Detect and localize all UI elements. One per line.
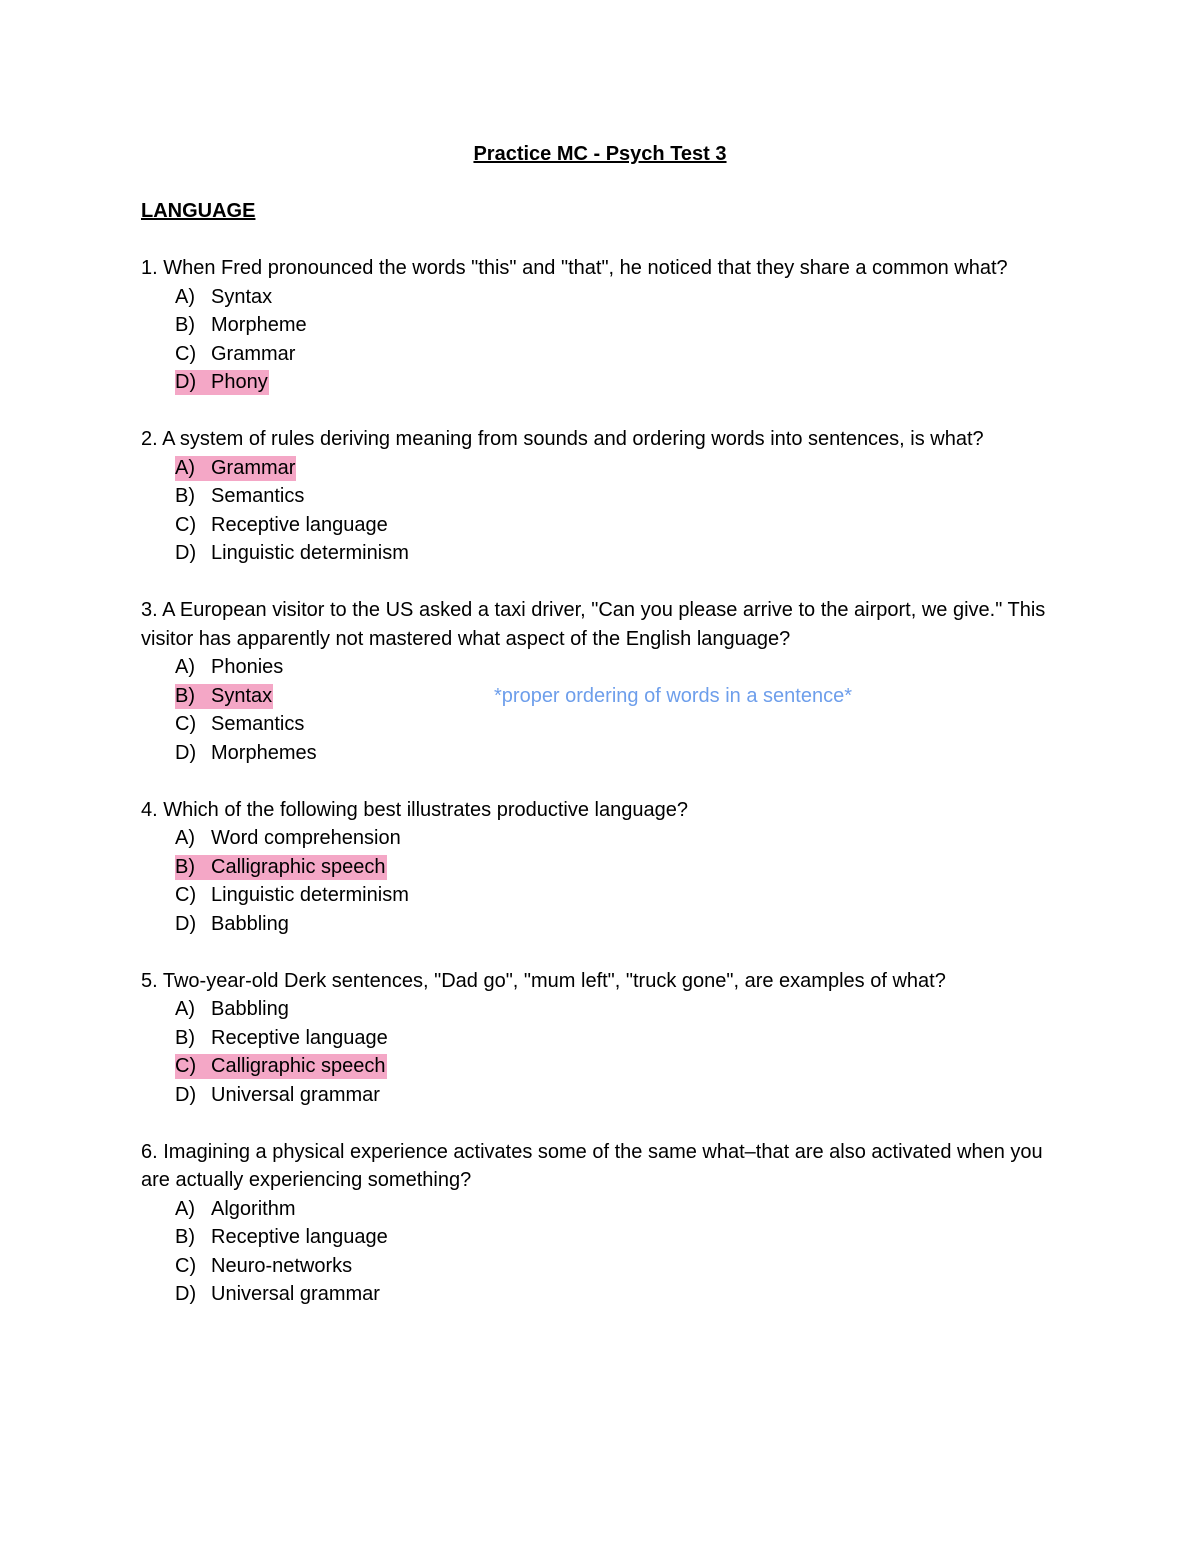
option-letter: D) [175,1283,197,1305]
question-stem: 6. Imagining a physical experience activates some of the same what–that are also activated when you are actually experiencing something? [141,1140,1043,1191]
option-letter: A) [175,656,195,678]
option-list [141,824,1061,938]
option-text: Universal grammar [211,1283,380,1305]
option-c [141,340,1061,369]
option-text: Algorithm [211,1197,296,1220]
option-letter: C) [175,884,197,906]
option-letter: C) [175,1254,197,1277]
question-2 [141,425,1061,568]
option-text: Universal grammar [211,1083,380,1106]
option-letter: D) [175,371,197,393]
option-text: Word comprehension [211,827,401,849]
option-b [141,682,1061,711]
option-text: Babbling [211,998,289,1020]
option-text: Linguistic determinism [211,884,409,906]
option-d [141,368,1061,397]
option-letter: B) [175,855,195,878]
option-letter: A) [175,998,195,1020]
option-d [141,739,1061,768]
option-letter: D) [175,741,197,764]
option-text: Morpheme [211,314,307,336]
option-letter: B) [175,1226,195,1248]
option-b [141,1223,1061,1252]
option-letter: A) [175,285,195,308]
question-1 [141,254,1061,397]
document-title: Practice MC - Psych Test 3 [473,143,727,165]
option-c [141,1252,1061,1281]
option-list [141,1195,1061,1309]
option-letter: B) [175,684,195,707]
option-letter: C) [175,342,197,365]
option-text: Syntax [211,285,273,308]
question-3 [141,596,1061,767]
option-list [141,283,1061,397]
option-letter: A) [175,456,195,479]
option-letter: A) [175,1197,195,1220]
option-text: Linguistic determinism [211,542,409,564]
option-text: Calligraphic speech [211,1055,386,1077]
option-letter: B) [175,1026,195,1049]
option-text: Phony [211,371,268,393]
option-text: Receptive language [211,1226,388,1248]
option-letter: C) [175,1055,197,1077]
option-letter: B) [175,485,195,507]
option-text: Syntax [211,684,273,707]
question-stem: 2. A system of rules deriving meaning from sounds and ordering words into sentences, is what? [141,428,984,450]
question-list [141,254,1061,1337]
option-d [141,1280,1061,1309]
question-stem: 1. When Fred pronounced the words "this" and "that", he noticed that they share a common what? [141,257,1008,279]
option-a [141,283,1061,312]
option-text: Grammar [211,342,296,365]
option-a [141,824,1061,853]
option-text: Semantics [211,485,305,507]
option-b [141,1024,1061,1053]
question-stem: 3. A European visitor to the US asked a taxi driver, "Can you please arrive to the airport, we give." This visitor has apparently not mastered what aspect of the English language? [141,599,1046,650]
section-heading: LANGUAGE [141,200,256,222]
option-a [141,995,1061,1024]
option-text: Babbling [211,912,289,935]
option-d [141,910,1061,939]
option-list [141,995,1061,1109]
option-text: Grammar [211,456,296,479]
option-letter: D) [175,912,197,935]
question-5 [141,967,1061,1110]
option-c [141,1052,1061,1081]
option-list [141,653,1061,767]
option-d [141,539,1061,568]
option-letter: A) [175,827,195,849]
option-d [141,1081,1061,1110]
option-letter: C) [175,513,197,536]
question-stem: 4. Which of the following best illustrates productive language? [141,798,688,821]
option-text: Morphemes [211,741,317,764]
option-text: Receptive language [211,1026,388,1049]
option-c [141,710,1061,739]
option-b [141,853,1061,882]
option-letter: D) [175,1083,197,1106]
question-stem: 5. Two-year-old Derk sentences, "Dad go", "mum left", "truck gone", are examples of what? [141,969,946,992]
option-c [141,881,1061,910]
option-text: Calligraphic speech [211,855,386,878]
option-letter: C) [175,713,197,735]
option-a [141,454,1061,483]
option-text: Receptive language [211,513,388,536]
option-list [141,454,1061,568]
option-a [141,1195,1061,1224]
question-4 [141,796,1061,939]
answer-note: *proper ordering of words in a sentence* [494,684,852,707]
option-text: Semantics [211,713,305,735]
option-text: Phonies [211,656,284,678]
option-b [141,311,1061,340]
question-6 [141,1138,1061,1309]
option-a [141,653,1061,682]
option-c [141,511,1061,540]
option-text: Neuro-networks [211,1254,353,1277]
option-b [141,482,1061,511]
option-letter: D) [175,542,197,564]
option-letter: B) [175,314,195,336]
